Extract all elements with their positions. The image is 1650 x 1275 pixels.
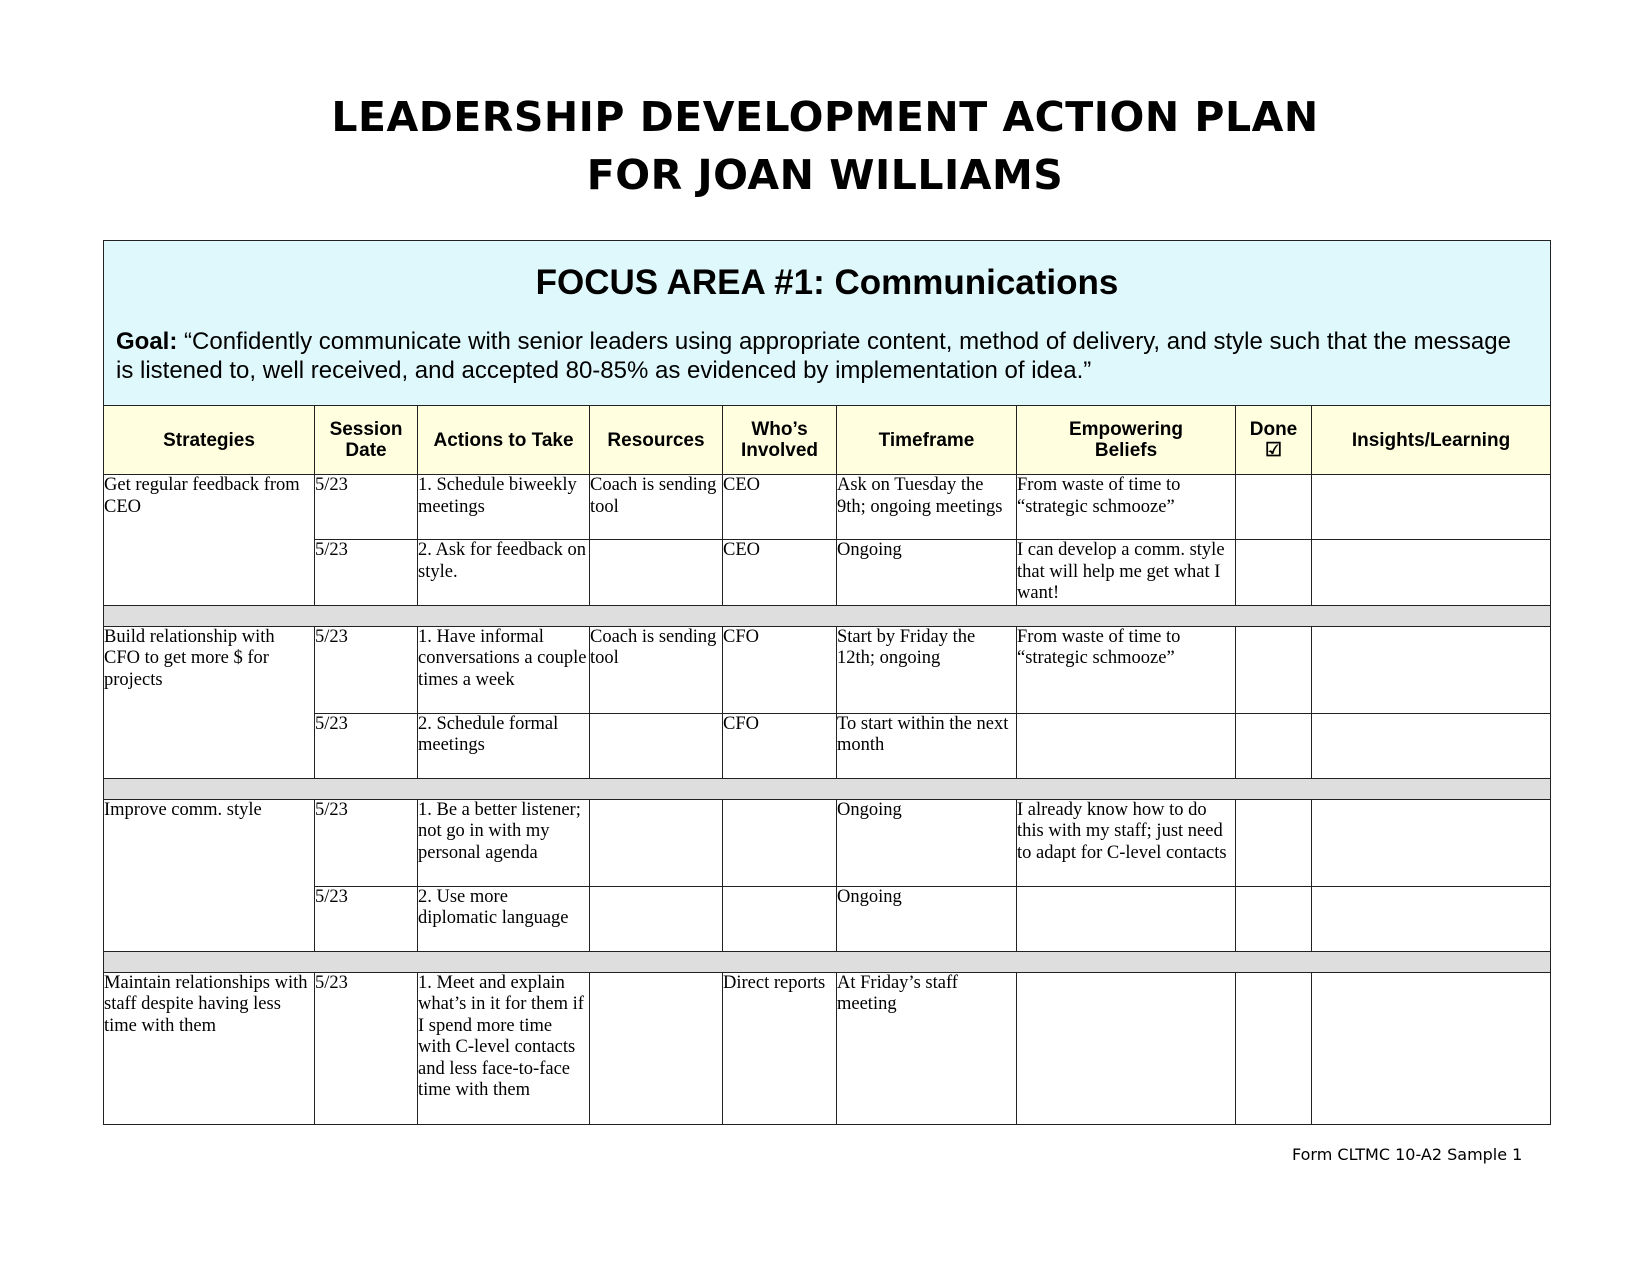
resources-cell — [590, 972, 723, 1124]
done-cell[interactable] — [1236, 540, 1312, 606]
goal-text: “Confidently communicate with senior leaders using appropriate content, method of delivery, and style such that the message is listened to, well received, and accepted 80-85% as evidenced by implementation of idea.” — [116, 328, 1511, 384]
header-insights: Insights/Learning — [1312, 406, 1551, 475]
resources-cell — [590, 540, 723, 606]
document-title-line-1: LEADERSHIP DEVELOPMENT ACTION PLAN — [331, 93, 1319, 141]
insights-cell[interactable] — [1312, 540, 1551, 606]
timeframe-cell: Ask on Tuesday the 9th; ongoing meetings — [837, 475, 1017, 540]
goal-label: Goal: — [116, 328, 178, 355]
header-empowering-beliefs: Empowering Beliefs — [1017, 406, 1236, 475]
table-row — [104, 799, 1551, 886]
timeframe-cell: Ongoing — [837, 540, 1017, 606]
insights-cell[interactable] — [1312, 886, 1551, 951]
header-whos-involved: Who’s Involved — [723, 406, 837, 475]
beliefs-cell: From waste of time to “strategic schmooze” — [1017, 626, 1236, 713]
timeframe-cell: At Friday’s staff meeting — [837, 972, 1017, 1124]
table-row — [104, 972, 1551, 1124]
checkbox-icon: ☑ — [1264, 440, 1283, 461]
focus-area-title: FOCUS AREA #1: Communications — [535, 263, 1119, 302]
who-cell: Direct reports — [723, 972, 837, 1124]
date-cell: 5/23 — [315, 540, 418, 606]
header-done: Done ☑ — [1236, 406, 1312, 475]
beliefs-cell: From waste of time to “strategic schmooze” — [1017, 475, 1236, 540]
done-cell[interactable] — [1236, 972, 1312, 1124]
separator-row — [104, 951, 1551, 972]
date-cell: 5/23 — [315, 475, 418, 540]
strategy-cell: Build relationship with CFO to get more $ for projects — [104, 626, 315, 778]
resources-cell: Coach is sending tool — [590, 475, 723, 540]
who-cell — [723, 799, 837, 886]
separator-row — [104, 778, 1551, 799]
date-cell: 5/23 — [315, 886, 418, 951]
done-cell[interactable] — [1236, 626, 1312, 713]
action-plan-table — [103, 240, 1551, 1125]
insights-cell[interactable] — [1312, 713, 1551, 778]
action-cell: 1. Schedule biweekly meetings — [418, 475, 590, 540]
table-row — [104, 886, 1551, 951]
action-cell: 2. Schedule formal meetings — [418, 713, 590, 778]
beliefs-cell — [1017, 886, 1236, 951]
beliefs-cell: I already know how to do this with my staff; just need to adapt for C-level contacts — [1017, 799, 1236, 886]
table-row — [104, 713, 1551, 778]
action-cell: 1. Be a better listener; not go in with my personal agenda — [418, 799, 590, 886]
action-cell: 2. Ask for feedback on style. — [418, 540, 590, 606]
header-strategies: Strategies — [104, 406, 315, 475]
focus-area-panel — [104, 241, 1551, 406]
action-cell: 1. Meet and explain what’s in it for them if I spend more time with C-level contacts and less face-to-face time with them — [418, 972, 590, 1124]
insights-cell[interactable] — [1312, 626, 1551, 713]
strategy-cell: Improve comm. style — [104, 799, 315, 951]
header-timeframe: Timeframe — [837, 406, 1017, 475]
date-cell: 5/23 — [315, 713, 418, 778]
resources-cell — [590, 713, 723, 778]
header-resources: Resources — [590, 406, 723, 475]
strategy-cell: Maintain relationships with staff despite having less time with them — [104, 972, 315, 1124]
who-cell: CEO — [723, 540, 837, 606]
done-cell[interactable] — [1236, 713, 1312, 778]
timeframe-cell: To start within the next month — [837, 713, 1017, 778]
insights-cell[interactable] — [1312, 799, 1551, 886]
timeframe-cell: Ongoing — [837, 886, 1017, 951]
date-cell: 5/23 — [315, 626, 418, 713]
resources-cell — [590, 799, 723, 886]
goal-statement — [116, 327, 1530, 385]
beliefs-cell — [1017, 972, 1236, 1124]
table-row — [104, 626, 1551, 713]
form-footer-label: Form CLTMC 10-A2 Sample 1 — [1292, 1145, 1523, 1164]
strategy-cell: Get regular feedback from CEO — [104, 475, 315, 606]
table-row — [104, 540, 1551, 606]
insights-cell[interactable] — [1312, 475, 1551, 540]
action-cell: 2. Use more diplomatic language — [418, 886, 590, 951]
done-cell[interactable] — [1236, 886, 1312, 951]
done-cell[interactable] — [1236, 475, 1312, 540]
action-cell: 1. Have informal conversations a couple times a week — [418, 626, 590, 713]
header-session-date: Session Date — [315, 406, 418, 475]
timeframe-cell: Start by Friday the 12th; ongoing — [837, 626, 1017, 713]
header-actions: Actions to Take — [418, 406, 590, 475]
document-title-line-2: FOR JOAN WILLIAMS — [586, 151, 1064, 199]
date-cell: 5/23 — [315, 972, 418, 1124]
done-cell[interactable] — [1236, 799, 1312, 886]
who-cell: CFO — [723, 626, 837, 713]
timeframe-cell: Ongoing — [837, 799, 1017, 886]
who-cell: CEO — [723, 475, 837, 540]
beliefs-cell — [1017, 713, 1236, 778]
resources-cell — [590, 886, 723, 951]
date-cell: 5/23 — [315, 799, 418, 886]
separator-row — [104, 605, 1551, 626]
header-row — [104, 406, 1551, 475]
resources-cell: Coach is sending tool — [590, 626, 723, 713]
table-row — [104, 475, 1551, 540]
beliefs-cell: I can develop a comm. style that will help me get what I want! — [1017, 540, 1236, 606]
insights-cell[interactable] — [1312, 972, 1551, 1124]
who-cell — [723, 886, 837, 951]
who-cell: CFO — [723, 713, 837, 778]
